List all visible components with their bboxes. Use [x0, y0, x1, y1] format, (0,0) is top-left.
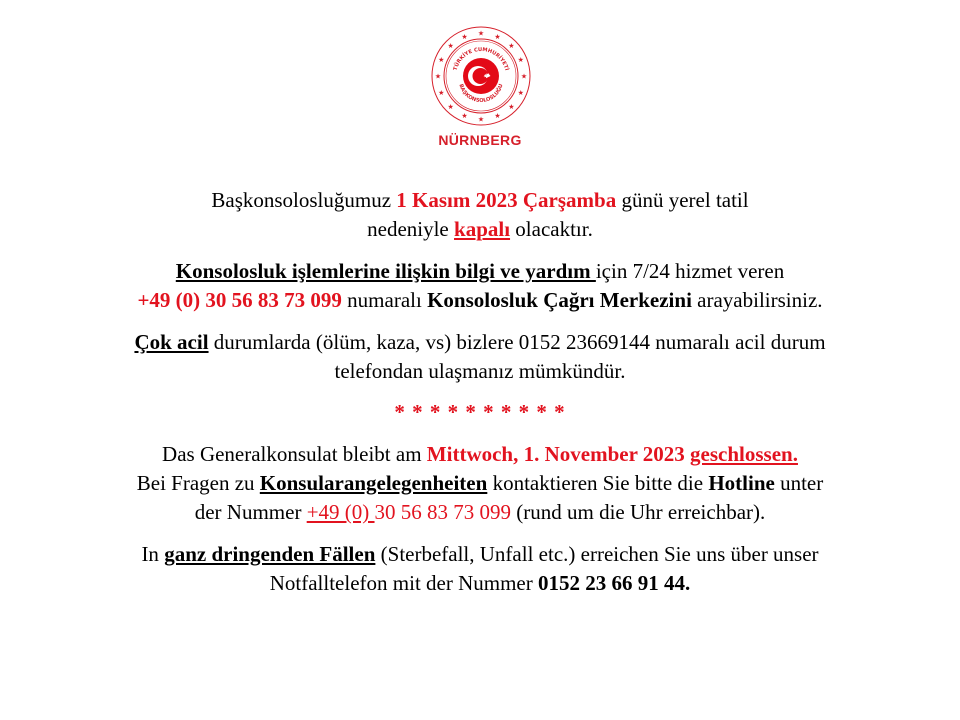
urgent-label-tr: Çok acil [134, 330, 209, 354]
text: kontaktieren Sie bitte die [487, 471, 709, 495]
seal-star-icon: ★ [494, 112, 501, 121]
text: olacaktır. [510, 217, 593, 241]
consular-topic-link[interactable]: Konsularangelegenheiten [259, 471, 488, 495]
hotline-label: Hotline [708, 471, 775, 495]
text: unter [774, 471, 824, 495]
seal-star-icon: ★ [434, 72, 442, 81]
closed-word-tr: kapalı [454, 217, 511, 241]
text: (Sterbefall, Unfall etc.) erreichen Sie uns über unser [375, 542, 819, 566]
seal-star-icon: ★ [517, 56, 524, 65]
seal-star-icon: ★ [438, 56, 445, 65]
separator: * * * * * * * * * * [394, 400, 566, 424]
text: Notfalltelefon mit der Nummer [269, 571, 538, 595]
text: In [141, 542, 165, 566]
text: nedeniyle [367, 217, 455, 241]
text: Bei Fragen zu [136, 471, 260, 495]
seal-star-icon: ★ [494, 32, 501, 41]
turkish-emergency-notice [0, 328, 960, 386]
seal-star-icon: ★ [508, 102, 515, 111]
seal-star-icon: ★ [477, 29, 485, 38]
hotline-phone-tr: +49 (0) 30 56 83 73 099 [137, 288, 342, 312]
seal-star-icon: ★ [438, 88, 445, 97]
emergency-phone-de: 0152 23 66 91 44. [538, 571, 691, 595]
turkish-closure-notice [0, 186, 960, 244]
urgent-label-de: ganz dringenden Fällen [164, 542, 376, 566]
text: için 7/24 hizmet veren [595, 259, 785, 283]
text: Başkonsolosluğumuz [211, 188, 397, 212]
text: Das Generalkonsulat bleibt am [162, 442, 427, 466]
seal-star-icon: ★ [508, 42, 515, 51]
text: günü yerel tatil [616, 188, 749, 212]
text: numaralı [341, 288, 428, 312]
german-closure-notice [0, 440, 960, 527]
turkish-hotline-notice [0, 257, 960, 315]
hotline-phone-prefix-de: +49 (0) [306, 500, 375, 524]
turkish-consulate-seal-icon [426, 24, 536, 128]
seal-star-icon: ★ [461, 112, 468, 121]
seal-star-icon: ★ [517, 88, 524, 97]
svg-text:BAŞKONSOLOSLUĞU: BAŞKONSOLOSLUĞU [457, 83, 505, 105]
consulate-city: NÜRNBERG [438, 132, 522, 148]
text: der Nummer [194, 500, 307, 524]
hotline-phone-de: 30 56 83 73 099 [374, 500, 512, 524]
seal-star-icon: ★ [477, 115, 485, 124]
closed-word-de: geschlossen. [690, 442, 798, 466]
seal-star-icon: ★ [520, 72, 528, 81]
text: durumlarda (ölüm, kaza, vs) bizlere 0152 23669144 numaralı acil durum [208, 330, 826, 354]
seal-star-icon: ★ [447, 102, 454, 111]
german-emergency-notice [0, 540, 960, 598]
seal-star-icon: ★ [447, 42, 454, 51]
announcement [0, 186, 960, 598]
seal-star-icon: ★ [461, 32, 468, 41]
closure-date-tr: 1 Kasım 2023 Çarşamba [396, 188, 617, 212]
text: telefondan ulaşmanız mümkündür. [334, 359, 626, 383]
text: arayabilirsiniz. [691, 288, 823, 312]
closure-date-de: Mittwoch, 1. November 2023 [426, 442, 685, 466]
text: (rund um die Uhr erreichbar). [511, 500, 766, 524]
call-center-name: Konsolosluk Çağrı Merkezini [427, 288, 692, 312]
svg-text:TÜRKİYE CUMHURİYETİ: TÜRKİYE CUMHURİYETİ [452, 46, 510, 72]
consular-info-link[interactable]: Konsolosluk işlemlerine ilişkin bilgi ve yardım [175, 259, 596, 283]
